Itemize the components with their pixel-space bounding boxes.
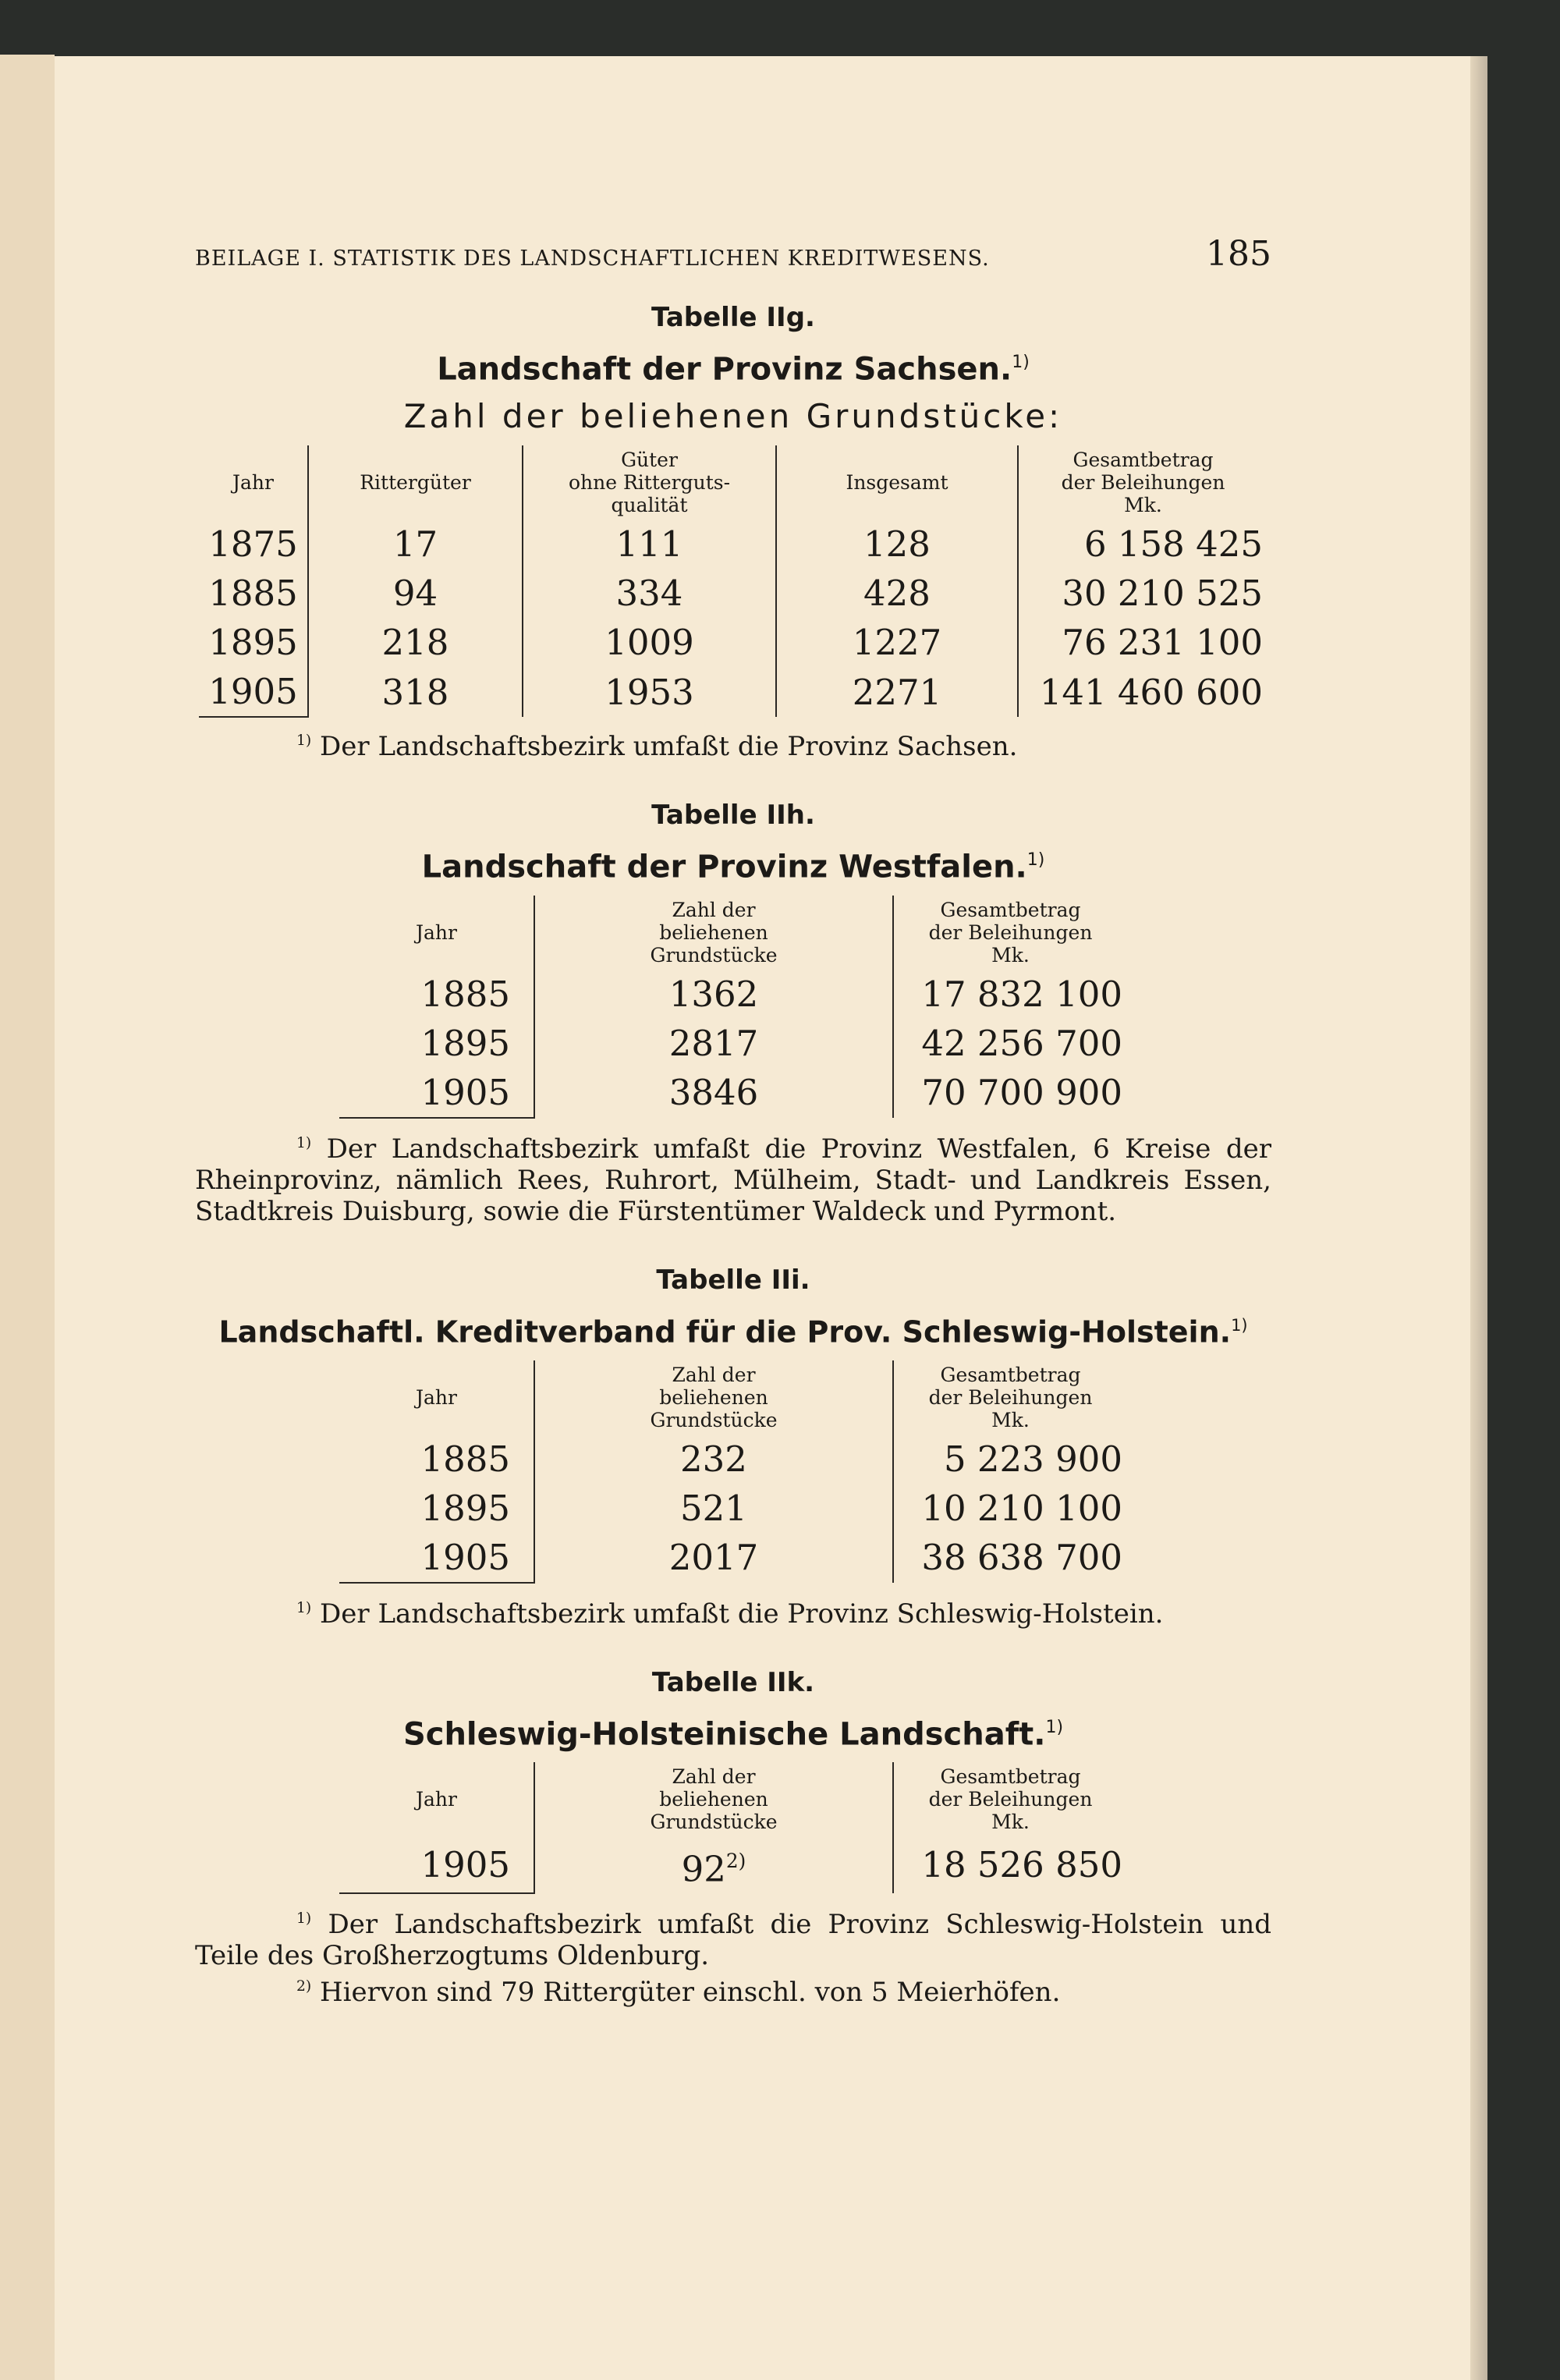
year-cell: 1885: [420, 973, 510, 1015]
amount-cell: 6 158 425: [1018, 520, 1268, 569]
knights-cell: 17: [308, 520, 523, 569]
year-cell: 1875: [208, 523, 298, 566]
table-i: [339, 1360, 1127, 1584]
knights-cell: 218: [308, 618, 523, 667]
footnote-ref: 1): [1231, 1315, 1248, 1335]
year-cell: 1905: [199, 667, 308, 717]
goods-cell: 111: [523, 520, 776, 569]
table-k-label: Tabelle IIk.: [651, 1666, 815, 1698]
year-cell: 1905: [339, 1836, 534, 1893]
facing-page-edge: [0, 55, 55, 2380]
year-cell: 1895: [420, 1022, 510, 1064]
table-k-section: [195, 1661, 1271, 2009]
col-header-count: Zahl der beliehenen Grundstücke: [534, 896, 893, 970]
amount-cell: 5 223 900: [893, 1435, 1127, 1484]
table-h: [339, 896, 1127, 1119]
total-cell: 128: [776, 520, 1018, 569]
table-row: [339, 1836, 1127, 1893]
running-head: [195, 234, 1271, 274]
table-i-title: Landschaftl. Kreditverband für die Prov. Schleswig-Holstein.$^{1)}$: [218, 1314, 1248, 1350]
knights-cell: 94: [308, 569, 523, 618]
total-cell: 428: [776, 569, 1018, 618]
table-h-section: [195, 793, 1271, 1226]
table-k: [339, 1762, 1127, 1894]
col-header-year: Jahr: [416, 1788, 457, 1811]
table-row: [339, 970, 1127, 1019]
page-edge-shadow: [1470, 56, 1487, 2380]
total-cell: 1227: [776, 618, 1018, 667]
table-header-row: [199, 445, 1268, 520]
col-header-amount: Gesamtbetrag der Beleihungen Mk.: [893, 1762, 1127, 1836]
footnote-ref: 1): [1026, 850, 1045, 871]
count-cell: 92$^{2)}$: [534, 1836, 893, 1893]
table-header-row: [339, 1360, 1127, 1435]
col-header-count: Zahl der beliehenen Grundstücke: [534, 1762, 893, 1836]
table-g-label: Tabelle IIg.: [651, 302, 815, 333]
table-row: [339, 1484, 1127, 1533]
table-h-label: Tabelle IIh.: [651, 800, 815, 832]
goods-cell: 1953: [523, 667, 776, 717]
year-cell: 1885: [208, 573, 298, 615]
col-header-year: Jahr: [416, 1385, 457, 1409]
goods-cell: 334: [523, 569, 776, 618]
table-i-footnote: $^{1)}$ Der Landschaftsbezirk umfaßt die Provinz Schleswig-Holstein.: [296, 1598, 1164, 1630]
count-cell: 2017: [534, 1533, 893, 1583]
table-row: [199, 520, 1268, 569]
table-row: [199, 618, 1268, 667]
page-content: [195, 234, 1271, 2009]
year-cell: 1885: [420, 1438, 510, 1480]
amount-cell: 30 210 525: [1018, 569, 1268, 618]
year-cell: 1905: [339, 1533, 534, 1583]
col-header-knights: Rittergüter: [308, 445, 523, 520]
count-cell: 3846: [534, 1068, 893, 1118]
table-g-section: [195, 296, 1271, 762]
col-header-year: Jahr: [416, 920, 457, 944]
table-h-footnote: $^{1)}$ Der Landschaftsbezirk umfaßt die Provinz Westfalen, 6 Kreise der Rheinprovinz, nämlich Rees, Ruhrort, Mülheim, Stadt- und Landkreis Essen, Stadtkreis Duisburg, sowie die Fürstentümer Waldeck und Pyrmont.: [195, 1133, 1271, 1227]
col-header-goods: Güter ohne Ritterguts- qualität: [523, 445, 776, 520]
table-h-title: Landschaft der Provinz Westfalen.$^{1)}$: [421, 849, 1045, 885]
amount-cell: 10 210 100: [893, 1484, 1127, 1533]
table-g: [199, 445, 1268, 718]
table-k-footnote-2: $^{2)}$ Hiervon sind 79 Rittergüter einschl. von 5 Meierhöfen.: [296, 1977, 1061, 2009]
table-g-footnote: $^{1)}$ Der Landschaftsbezirk umfaßt die Provinz Sachsen.: [296, 731, 1018, 763]
table-k-footnote-1: $^{1)}$ Der Landschaftsbezirk umfaßt die Provinz Schleswig-Holstein und Teile des Großherzogtums Oldenburg.: [195, 1909, 1272, 1972]
table-row: [339, 1019, 1127, 1068]
knights-cell: 318: [308, 667, 523, 717]
running-head-title: BEILAGE I. STATISTIK DES LANDSCHAFTLICHEN KREDITWESENS.: [195, 247, 990, 271]
table-row: [199, 569, 1268, 618]
amount-cell: 38 638 700: [893, 1533, 1127, 1583]
table-g-subtitle: Zahl der beliehenen Grundstücke:: [403, 397, 1063, 436]
table-row: [339, 1068, 1127, 1118]
count-cell: 2817: [534, 1019, 893, 1068]
amount-cell: 141 460 600: [1018, 667, 1268, 717]
count-cell: 232: [534, 1435, 893, 1484]
count-cell: 521: [534, 1484, 893, 1533]
year-cell: 1905: [339, 1068, 534, 1118]
col-header-amount: Gesamtbetrag der Beleihungen Mk.: [893, 1360, 1127, 1435]
footnote-ref: 1): [1045, 1717, 1064, 1737]
year-cell: 1895: [420, 1487, 510, 1529]
table-g-title: Landschaft der Provinz Sachsen.$^{1)}$: [437, 351, 1030, 388]
table-i-section: [195, 1258, 1271, 1630]
count-cell: 1362: [534, 970, 893, 1019]
col-header-year: Jahr: [232, 471, 274, 495]
amount-cell: 17 832 100: [893, 970, 1127, 1019]
table-header-row: [339, 896, 1127, 970]
table-i-label: Tabelle IIi.: [656, 1264, 810, 1296]
col-header-amount: Gesamtbetrag der Beleihungen Mk.: [893, 896, 1127, 970]
col-header-count: Zahl der beliehenen Grundstücke: [534, 1360, 893, 1435]
amount-cell: 76 231 100: [1018, 618, 1268, 667]
amount-cell: 18 526 850: [893, 1836, 1127, 1893]
footnote-ref: 1): [1012, 353, 1030, 372]
col-header-total: Insgesamt: [776, 445, 1018, 520]
goods-cell: 1009: [523, 618, 776, 667]
footnote-ref: 2): [725, 1850, 746, 1873]
amount-cell: 42 256 700: [893, 1019, 1127, 1068]
page-number: 185: [1206, 234, 1271, 274]
table-row: [339, 1435, 1127, 1484]
year-cell: 1895: [208, 622, 298, 664]
amount-cell: 70 700 900: [893, 1068, 1127, 1118]
table-row: [199, 667, 1268, 717]
col-header-amount: Gesamtbetrag der Beleihungen Mk.: [1018, 445, 1268, 520]
table-row: [339, 1533, 1127, 1583]
total-cell: 2271: [776, 667, 1018, 717]
table-header-row: [339, 1762, 1127, 1836]
table-k-title: Schleswig-Holsteinische Landschaft.$^{1)}$: [402, 1716, 1064, 1753]
